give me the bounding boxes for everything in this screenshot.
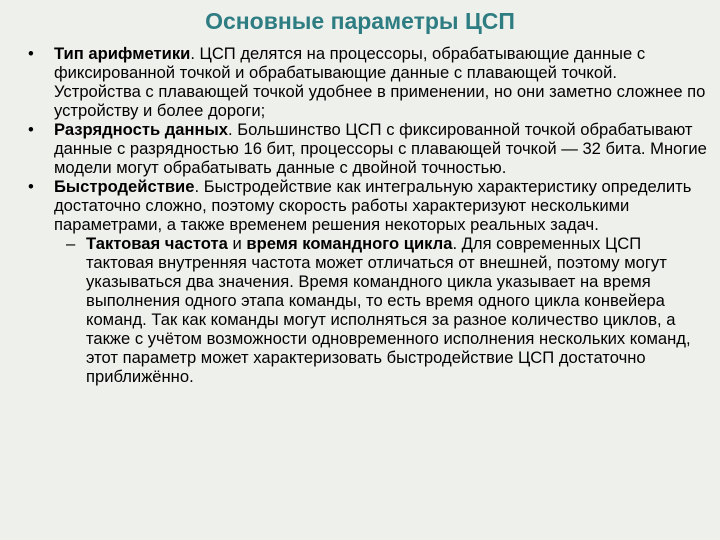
bullet-item-performance — [28, 177, 708, 234]
dash-icon: – — [66, 234, 76, 253]
slide-title: Основные параметры ЦСП — [205, 8, 515, 34]
bullet-text: . ЦСП делятся на процессоры, обрабатывающие данные с фиксированной точкой и обрабатывающие данные с плавающей точкой. Устройства с плавающей точкой удобнее в применении, но они заметно сложнее по устройству и более дороги; — [54, 44, 706, 120]
sub-term-cycle: время командного цикла — [246, 234, 453, 253]
bullet-icon: • — [28, 44, 34, 63]
bullet-item-data-width — [28, 120, 708, 177]
bullet-icon: • — [28, 120, 34, 139]
bullet-term: Разрядность данных — [54, 120, 228, 139]
sub-term-clock: Тактовая частота — [86, 234, 228, 253]
bullet-icon: • — [28, 177, 34, 196]
bullet-text: . Большинство ЦСП с фиксированной точкой обрабатывают данные с разрядностью 16 бит, процессоры с плавающей точкой — 32 бита. Многие модели могут обрабатывать данные с двойной точностью. — [54, 120, 707, 177]
sub-text: . Для современных ЦСП тактовая внутренняя частота может отличаться от внешней, поэтому могут указываться два значения. Время командного цикла указывает на время выполнения одного этапа команды, то есть время одного цикла конвейера команд. Так как команды могут исполняться за разное количество циклов, а также с учётом возможности одновременного исполнения нескольких команд, этот параметр может характеризовать быстродействие ЦСП достаточно приближённо. — [86, 234, 691, 386]
sub-conjunction: и — [227, 234, 247, 253]
bullet-item-arithmetic — [28, 44, 708, 120]
sub-item-clock-cycle — [28, 234, 708, 386]
slide-body — [28, 44, 708, 386]
bullet-term: Быстродействие — [54, 177, 195, 196]
bullet-text: . Быстродействие как интегральную характеристику определить достаточно сложно, поэтому скорость работы характеризуют несколькими параметрами, а также временем решения некоторых реальных задач. — [54, 177, 692, 234]
bullet-term: Тип арифметики — [54, 44, 191, 63]
